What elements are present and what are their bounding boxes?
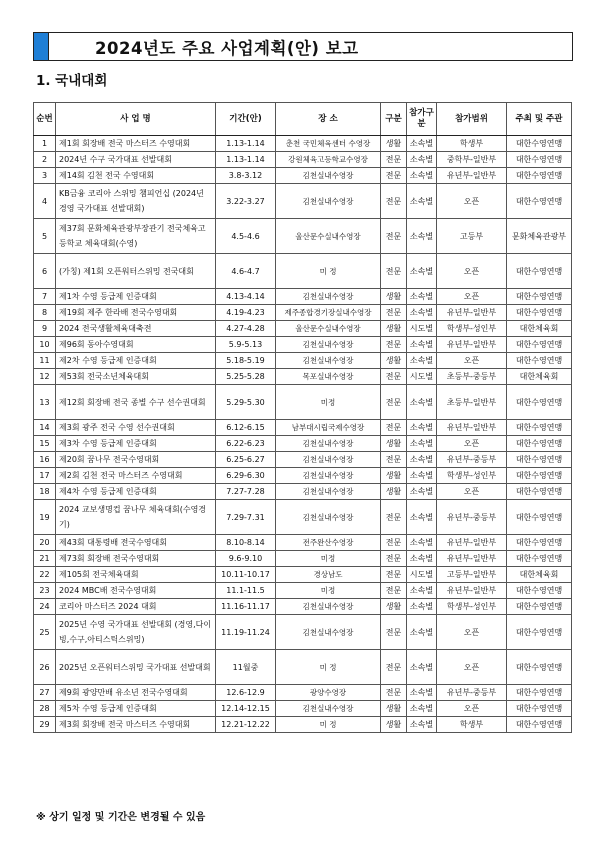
event-scope: 오픈 bbox=[437, 184, 507, 219]
table-row bbox=[34, 353, 572, 369]
event-name: 제9회 광양만배 유소년 전국수영대회 bbox=[56, 685, 216, 701]
event-division: 전문 bbox=[381, 184, 407, 219]
event-period: 12.21-12.22 bbox=[216, 717, 276, 733]
event-host: 대한수영연맹 bbox=[507, 353, 572, 369]
event-participation: 소속별 bbox=[407, 500, 437, 535]
event-period: 6.25-6.27 bbox=[216, 452, 276, 468]
event-scope: 유년부-일반부 bbox=[437, 551, 507, 567]
event-period: 7.27-7.28 bbox=[216, 484, 276, 500]
event-division: 전문 bbox=[381, 420, 407, 436]
event-venue: 미 정 bbox=[276, 650, 381, 685]
event-name: 제37회 문화체육관광부장관기 전국체육고등학교 체육대회(수영) bbox=[56, 219, 216, 254]
event-host: 대한수영연맹 bbox=[507, 701, 572, 717]
event-participation: 소속별 bbox=[407, 717, 437, 733]
event-host: 대한수영연맹 bbox=[507, 254, 572, 289]
row-number: 13 bbox=[34, 385, 56, 420]
event-venue: 전주완산수영장 bbox=[276, 535, 381, 551]
event-name: 코리아 마스터즈 2024 대회 bbox=[56, 599, 216, 615]
event-participation: 소속별 bbox=[407, 551, 437, 567]
event-period: 6.12-6.15 bbox=[216, 420, 276, 436]
event-scope: 오픈 bbox=[437, 484, 507, 500]
header-no: 순번 bbox=[34, 103, 56, 136]
event-host: 대한수영연맹 bbox=[507, 337, 572, 353]
table-row bbox=[34, 321, 572, 337]
event-name: 2025년 오픈워터스위밍 국가대표 선발대회 bbox=[56, 650, 216, 685]
event-scope: 유년부-중등부 bbox=[437, 685, 507, 701]
event-period: 11월중 bbox=[216, 650, 276, 685]
event-host: 대한체육회 bbox=[507, 567, 572, 583]
event-period: 6.29-6.30 bbox=[216, 468, 276, 484]
event-venue: 제주종합경기장실내수영장 bbox=[276, 305, 381, 321]
event-period: 1.13-1.14 bbox=[216, 152, 276, 168]
event-venue: 김천실내수영장 bbox=[276, 468, 381, 484]
row-number: 25 bbox=[34, 615, 56, 650]
event-scope: 유년부-일반부 bbox=[437, 337, 507, 353]
event-scope: 학생부 bbox=[437, 136, 507, 152]
event-period: 11.19-11.24 bbox=[216, 615, 276, 650]
event-name: 제2회 김천 전국 마스터즈 수영대회 bbox=[56, 468, 216, 484]
table-header-row bbox=[34, 103, 572, 136]
row-number: 14 bbox=[34, 420, 56, 436]
event-period: 4.19-4.23 bbox=[216, 305, 276, 321]
event-host: 대한수영연맹 bbox=[507, 420, 572, 436]
row-number: 22 bbox=[34, 567, 56, 583]
row-number: 15 bbox=[34, 436, 56, 452]
event-scope: 유년부-일반부 bbox=[437, 535, 507, 551]
row-number: 3 bbox=[34, 168, 56, 184]
event-venue: 김천실내수영장 bbox=[276, 353, 381, 369]
row-number: 12 bbox=[34, 369, 56, 385]
event-host: 문화체육관광부 bbox=[507, 219, 572, 254]
header-participation: 참가구분 bbox=[407, 103, 437, 136]
table-row bbox=[34, 136, 572, 152]
event-division: 전문 bbox=[381, 650, 407, 685]
event-participation: 소속별 bbox=[407, 583, 437, 599]
event-name: 제73회 회장배 전국수영대회 bbox=[56, 551, 216, 567]
event-venue: 미 정 bbox=[276, 717, 381, 733]
event-participation: 소속별 bbox=[407, 420, 437, 436]
event-participation: 소속별 bbox=[407, 136, 437, 152]
event-venue: 김천실내수영장 bbox=[276, 500, 381, 535]
event-participation: 소속별 bbox=[407, 452, 437, 468]
event-host: 대한수영연맹 bbox=[507, 468, 572, 484]
event-period: 12.14-12.15 bbox=[216, 701, 276, 717]
event-host: 대한수영연맹 bbox=[507, 685, 572, 701]
event-venue: 울산문수실내수영장 bbox=[276, 321, 381, 337]
header-division: 구분 bbox=[381, 103, 407, 136]
event-division: 전문 bbox=[381, 168, 407, 184]
row-number: 10 bbox=[34, 337, 56, 353]
table-row bbox=[34, 500, 572, 535]
event-division: 생활 bbox=[381, 289, 407, 305]
event-period: 11.1-11.5 bbox=[216, 583, 276, 599]
event-participation: 소속별 bbox=[407, 615, 437, 650]
event-division: 전문 bbox=[381, 254, 407, 289]
row-number: 4 bbox=[34, 184, 56, 219]
event-name: (가칭) 제1회 오픈워터스위밍 전국대회 bbox=[56, 254, 216, 289]
table-row bbox=[34, 184, 572, 219]
event-host: 대한수영연맹 bbox=[507, 551, 572, 567]
table-row bbox=[34, 305, 572, 321]
event-period: 1.13-1.14 bbox=[216, 136, 276, 152]
row-number: 21 bbox=[34, 551, 56, 567]
table-row bbox=[34, 650, 572, 685]
event-venue: 김천실내수영장 bbox=[276, 484, 381, 500]
event-venue: 김천실내수영장 bbox=[276, 599, 381, 615]
event-scope: 오픈 bbox=[437, 436, 507, 452]
event-participation: 소속별 bbox=[407, 219, 437, 254]
event-name: 2024 교보생명컵 꿈나무 체육대회(수영경기) bbox=[56, 500, 216, 535]
row-number: 23 bbox=[34, 583, 56, 599]
event-participation: 소속별 bbox=[407, 184, 437, 219]
header-scope: 참가범위 bbox=[437, 103, 507, 136]
event-scope: 유년부-일반부 bbox=[437, 583, 507, 599]
event-participation: 시도별 bbox=[407, 321, 437, 337]
event-division: 생활 bbox=[381, 484, 407, 500]
table-row bbox=[34, 452, 572, 468]
event-venue: 미 정 bbox=[276, 254, 381, 289]
row-number: 20 bbox=[34, 535, 56, 551]
event-participation: 소속별 bbox=[407, 337, 437, 353]
event-participation: 소속별 bbox=[407, 468, 437, 484]
table-row bbox=[34, 615, 572, 650]
table-row bbox=[34, 484, 572, 500]
row-number: 18 bbox=[34, 484, 56, 500]
event-scope: 유년부-중등부 bbox=[437, 500, 507, 535]
table-row bbox=[34, 468, 572, 484]
event-division: 전문 bbox=[381, 583, 407, 599]
event-division: 생활 bbox=[381, 468, 407, 484]
event-venue: 춘천 국민체육센터 수영장 bbox=[276, 136, 381, 152]
row-number: 11 bbox=[34, 353, 56, 369]
event-period: 10.11-10.17 bbox=[216, 567, 276, 583]
event-name: 제1차 수영 등급제 인증대회 bbox=[56, 289, 216, 305]
table-row bbox=[34, 385, 572, 420]
event-division: 전문 bbox=[381, 452, 407, 468]
table-row bbox=[34, 420, 572, 436]
event-name: 제14회 김천 전국 수영대회 bbox=[56, 168, 216, 184]
events-table bbox=[33, 102, 572, 733]
table-row bbox=[34, 567, 572, 583]
event-scope: 유년부-일반부 bbox=[437, 420, 507, 436]
row-number: 6 bbox=[34, 254, 56, 289]
row-number: 8 bbox=[34, 305, 56, 321]
table-row bbox=[34, 289, 572, 305]
event-venue: 김천실내수영장 bbox=[276, 436, 381, 452]
event-host: 대한수영연맹 bbox=[507, 436, 572, 452]
event-host: 대한수영연맹 bbox=[507, 484, 572, 500]
table-row bbox=[34, 717, 572, 733]
event-name: 제53회 전국소년체육대회 bbox=[56, 369, 216, 385]
event-division: 생활 bbox=[381, 436, 407, 452]
event-venue: 김천실내수영장 bbox=[276, 168, 381, 184]
event-venue: 광양수영장 bbox=[276, 685, 381, 701]
event-division: 전문 bbox=[381, 567, 407, 583]
event-division: 전문 bbox=[381, 219, 407, 254]
event-participation: 소속별 bbox=[407, 168, 437, 184]
event-participation: 소속별 bbox=[407, 535, 437, 551]
table-row bbox=[34, 254, 572, 289]
event-name: 제1회 회장배 전국 마스터즈 수영대회 bbox=[56, 136, 216, 152]
event-venue: 미정 bbox=[276, 551, 381, 567]
event-venue: 미정 bbox=[276, 583, 381, 599]
event-scope: 오픈 bbox=[437, 254, 507, 289]
header-host: 주최 및 주관 bbox=[507, 103, 572, 136]
event-division: 생활 bbox=[381, 701, 407, 717]
event-name: 제3회 광주 전국 수영 선수권대회 bbox=[56, 420, 216, 436]
event-name: 제12회 회장배 전국 종별 수구 선수권대회 bbox=[56, 385, 216, 420]
event-name: 제3차 수영 등급제 인증대회 bbox=[56, 436, 216, 452]
header-name: 사 업 명 bbox=[56, 103, 216, 136]
event-name: 제105회 전국체육대회 bbox=[56, 567, 216, 583]
row-number: 9 bbox=[34, 321, 56, 337]
event-division: 전문 bbox=[381, 337, 407, 353]
event-host: 대한수영연맹 bbox=[507, 184, 572, 219]
row-number: 29 bbox=[34, 717, 56, 733]
event-period: 4.13-4.14 bbox=[216, 289, 276, 305]
event-participation: 소속별 bbox=[407, 685, 437, 701]
event-scope: 학생부 bbox=[437, 717, 507, 733]
event-period: 6.22-6.23 bbox=[216, 436, 276, 452]
event-host: 대한수영연맹 bbox=[507, 452, 572, 468]
event-period: 12.6-12.9 bbox=[216, 685, 276, 701]
event-scope: 고등부 bbox=[437, 219, 507, 254]
event-venue: 목포실내수영장 bbox=[276, 369, 381, 385]
event-scope: 유년부-일반부 bbox=[437, 168, 507, 184]
table-row bbox=[34, 152, 572, 168]
event-name: 2024 전국생활체육대축전 bbox=[56, 321, 216, 337]
page-title: 2024년도 주요 사업계획(안) 보고 bbox=[95, 38, 359, 58]
table-row bbox=[34, 168, 572, 184]
event-name: 2024 MBC배 전국수영대회 bbox=[56, 583, 216, 599]
row-number: 19 bbox=[34, 500, 56, 535]
event-period: 4.27-4.28 bbox=[216, 321, 276, 337]
event-division: 전문 bbox=[381, 685, 407, 701]
event-division: 전문 bbox=[381, 305, 407, 321]
event-host: 대한수영연맹 bbox=[507, 615, 572, 650]
event-venue: 김천실내수영장 bbox=[276, 701, 381, 717]
event-scope: 학생부-성인부 bbox=[437, 468, 507, 484]
event-scope: 오픈 bbox=[437, 701, 507, 717]
event-venue: 미정 bbox=[276, 385, 381, 420]
event-division: 생활 bbox=[381, 136, 407, 152]
row-number: 28 bbox=[34, 701, 56, 717]
row-number: 5 bbox=[34, 219, 56, 254]
event-division: 생활 bbox=[381, 599, 407, 615]
event-period: 9.6-9.10 bbox=[216, 551, 276, 567]
event-name: KB금융 코리아 스위밍 챔피언십 (2024년 경영 국가대표 선발대회) bbox=[56, 184, 216, 219]
event-name: 제3회 회장배 전국 마스터즈 수영대회 bbox=[56, 717, 216, 733]
event-period: 5.29-5.30 bbox=[216, 385, 276, 420]
event-name: 제19회 제주 한라배 전국수영대회 bbox=[56, 305, 216, 321]
event-period: 4.5-4.6 bbox=[216, 219, 276, 254]
event-venue: 김천실내수영장 bbox=[276, 615, 381, 650]
event-division: 생활 bbox=[381, 717, 407, 733]
event-name: 제4차 수영 등급제 인증대회 bbox=[56, 484, 216, 500]
section-heading: 1. 국내대회 bbox=[36, 73, 108, 89]
event-name: 2025년 수영 국가대표 선발대회 (경영,다이빙,수구,아티스틱스위밍) bbox=[56, 615, 216, 650]
event-participation: 시도별 bbox=[407, 567, 437, 583]
event-host: 대한수영연맹 bbox=[507, 535, 572, 551]
event-scope: 학생부-성인부 bbox=[437, 321, 507, 337]
event-period: 11.16-11.17 bbox=[216, 599, 276, 615]
row-number: 17 bbox=[34, 468, 56, 484]
event-period: 3.8-3.12 bbox=[216, 168, 276, 184]
event-venue: 울산문수실내수영장 bbox=[276, 219, 381, 254]
event-period: 3.22-3.27 bbox=[216, 184, 276, 219]
event-participation: 소속별 bbox=[407, 289, 437, 305]
table-row bbox=[34, 701, 572, 717]
event-participation: 소속별 bbox=[407, 254, 437, 289]
row-number: 2 bbox=[34, 152, 56, 168]
event-scope: 오픈 bbox=[437, 289, 507, 305]
event-period: 5.18-5.19 bbox=[216, 353, 276, 369]
table-row bbox=[34, 599, 572, 615]
table-row bbox=[34, 436, 572, 452]
row-number: 16 bbox=[34, 452, 56, 468]
event-host: 대한수영연맹 bbox=[507, 305, 572, 321]
event-participation: 소속별 bbox=[407, 599, 437, 615]
table-row bbox=[34, 337, 572, 353]
event-name: 제43회 대통령배 전국수영대회 bbox=[56, 535, 216, 551]
event-venue: 김천실내수영장 bbox=[276, 289, 381, 305]
event-participation: 소속별 bbox=[407, 353, 437, 369]
table-row bbox=[34, 369, 572, 385]
event-venue: 김천실내수영장 bbox=[276, 184, 381, 219]
row-number: 26 bbox=[34, 650, 56, 685]
event-venue: 강원체육고등학교수영장 bbox=[276, 152, 381, 168]
event-host: 대한수영연맹 bbox=[507, 152, 572, 168]
event-participation: 소속별 bbox=[407, 385, 437, 420]
event-division: 생활 bbox=[381, 353, 407, 369]
event-period: 7.29-7.31 bbox=[216, 500, 276, 535]
event-period: 5.25-5.28 bbox=[216, 369, 276, 385]
event-participation: 시도별 bbox=[407, 369, 437, 385]
event-scope: 초등부-중등부 bbox=[437, 369, 507, 385]
event-venue: 남부대시립국제수영장 bbox=[276, 420, 381, 436]
event-venue: 김천실내수영장 bbox=[276, 452, 381, 468]
event-host: 대한수영연맹 bbox=[507, 650, 572, 685]
event-host: 대한수영연맹 bbox=[507, 385, 572, 420]
event-division: 전문 bbox=[381, 551, 407, 567]
row-number: 1 bbox=[34, 136, 56, 152]
event-host: 대한체육회 bbox=[507, 369, 572, 385]
event-period: 4.6-4.7 bbox=[216, 254, 276, 289]
event-venue: 김천실내수영장 bbox=[276, 337, 381, 353]
event-scope: 초등부-일반부 bbox=[437, 385, 507, 420]
event-scope: 오픈 bbox=[437, 615, 507, 650]
event-scope: 오픈 bbox=[437, 353, 507, 369]
table-row bbox=[34, 535, 572, 551]
event-name: 제20회 꿈나무 전국수영대회 bbox=[56, 452, 216, 468]
event-venue: 경상남도 bbox=[276, 567, 381, 583]
event-name: 제96회 동아수영대회 bbox=[56, 337, 216, 353]
header-venue: 장 소 bbox=[276, 103, 381, 136]
event-name: 2024년 수구 국가대표 선발대회 bbox=[56, 152, 216, 168]
row-number: 24 bbox=[34, 599, 56, 615]
event-name: 제2차 수영 등급제 인증대회 bbox=[56, 353, 216, 369]
row-number: 27 bbox=[34, 685, 56, 701]
event-participation: 소속별 bbox=[407, 152, 437, 168]
event-division: 전문 bbox=[381, 615, 407, 650]
event-host: 대한수영연맹 bbox=[507, 500, 572, 535]
table-row bbox=[34, 685, 572, 701]
event-division: 전문 bbox=[381, 500, 407, 535]
event-scope: 중학부-일반부 bbox=[437, 152, 507, 168]
title-box bbox=[33, 32, 573, 61]
event-scope: 오픈 bbox=[437, 650, 507, 685]
event-scope: 고등부-일반부 bbox=[437, 567, 507, 583]
event-period: 8.10-8.14 bbox=[216, 535, 276, 551]
event-participation: 소속별 bbox=[407, 305, 437, 321]
event-host: 대한체육회 bbox=[507, 321, 572, 337]
event-scope: 유년부-중등부 bbox=[437, 452, 507, 468]
header-period: 기간(안) bbox=[216, 103, 276, 136]
event-participation: 소속별 bbox=[407, 436, 437, 452]
event-host: 대한수영연맹 bbox=[507, 136, 572, 152]
event-name: 제5차 수영 등급제 인증대회 bbox=[56, 701, 216, 717]
event-division: 전문 bbox=[381, 152, 407, 168]
title-accent-bar bbox=[34, 33, 49, 60]
table-row bbox=[34, 551, 572, 567]
event-division: 생활 bbox=[381, 321, 407, 337]
event-scope: 학생부-성인부 bbox=[437, 599, 507, 615]
event-participation: 소속별 bbox=[407, 650, 437, 685]
event-participation: 소속별 bbox=[407, 701, 437, 717]
event-host: 대한수영연맹 bbox=[507, 289, 572, 305]
event-division: 전문 bbox=[381, 535, 407, 551]
event-division: 전문 bbox=[381, 369, 407, 385]
table-row bbox=[34, 583, 572, 599]
event-host: 대한수영연맹 bbox=[507, 583, 572, 599]
event-participation: 소속별 bbox=[407, 484, 437, 500]
event-host: 대한수영연맹 bbox=[507, 717, 572, 733]
event-scope: 유년부-일반부 bbox=[437, 305, 507, 321]
table-row bbox=[34, 219, 572, 254]
event-division: 전문 bbox=[381, 385, 407, 420]
event-host: 대한수영연맹 bbox=[507, 599, 572, 615]
row-number: 7 bbox=[34, 289, 56, 305]
event-period: 5.9-5.13 bbox=[216, 337, 276, 353]
event-host: 대한수영연맹 bbox=[507, 168, 572, 184]
footnote: ※ 상기 일정 및 기간은 변경될 수 있음 bbox=[36, 812, 206, 823]
